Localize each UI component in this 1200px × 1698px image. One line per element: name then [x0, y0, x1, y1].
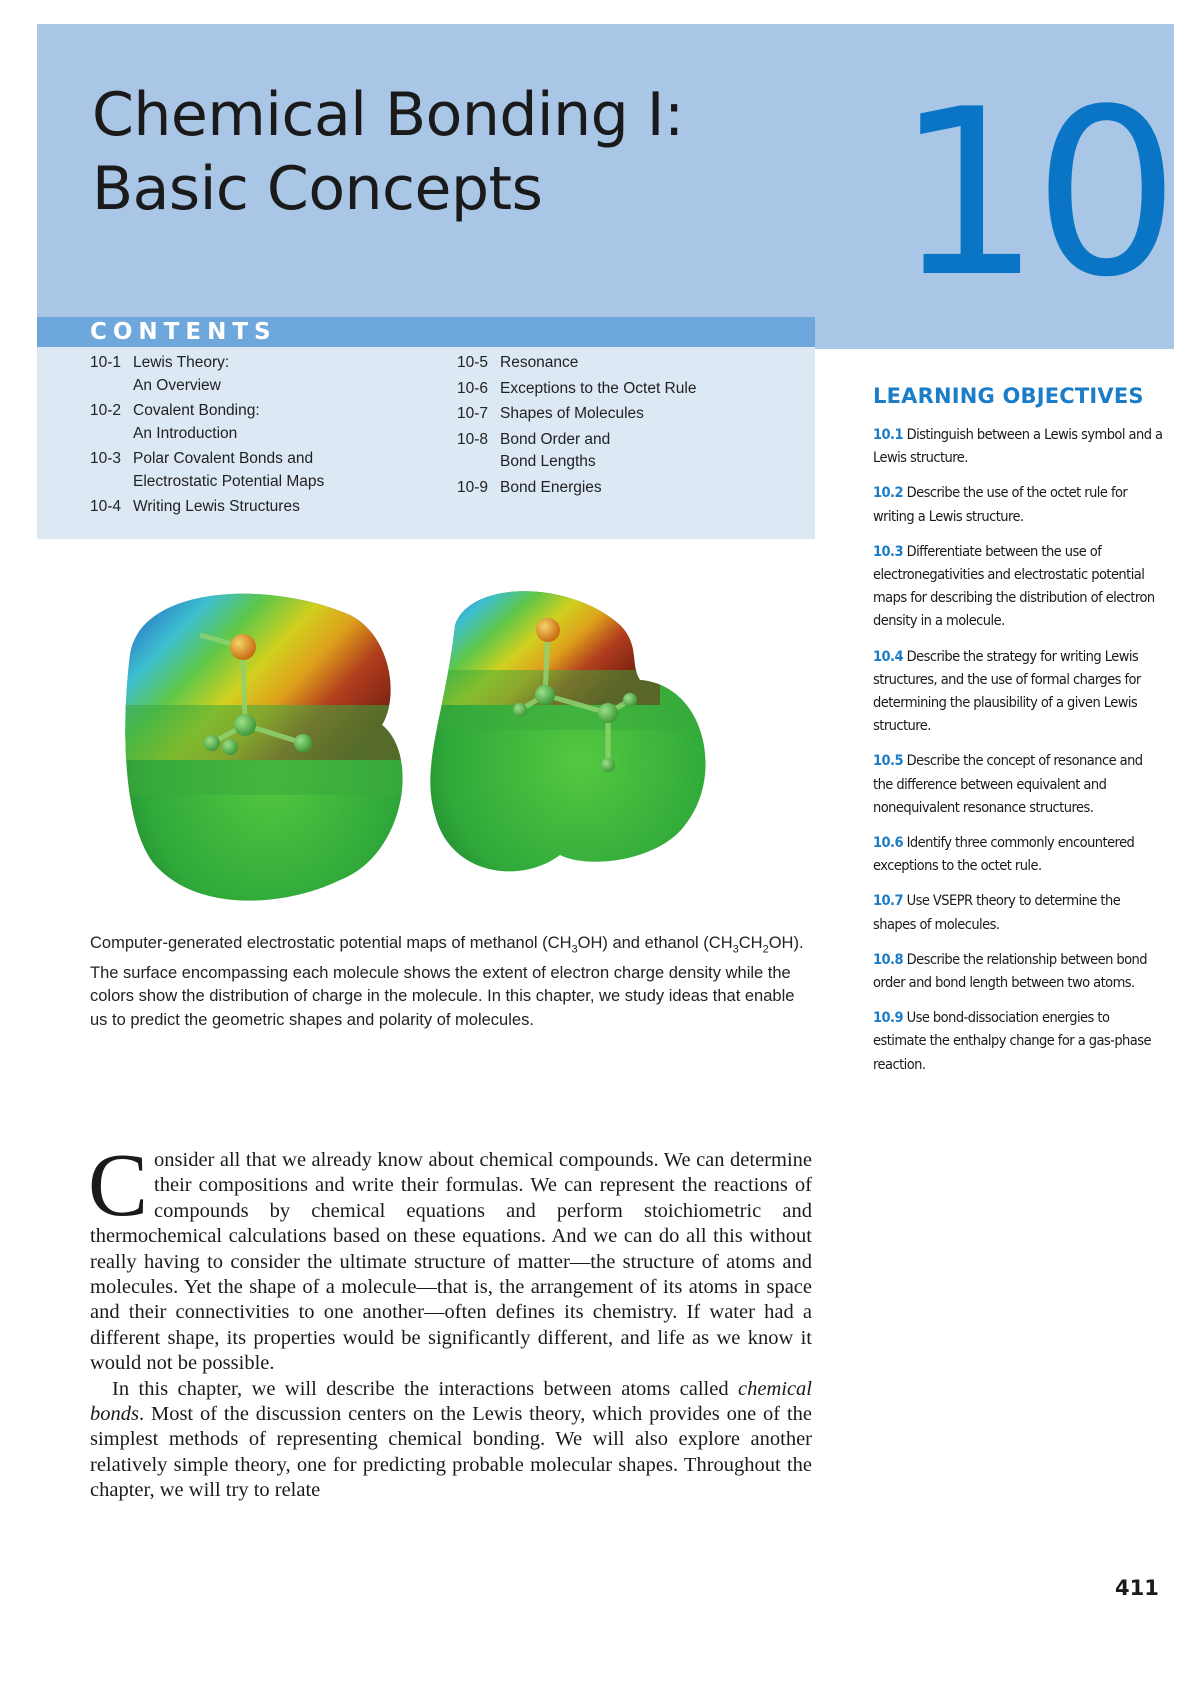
learning-objective — [873, 646, 1163, 739]
objective-number: 10.2 — [873, 485, 904, 502]
chapter-title-line1: Chemical Bonding I: — [92, 80, 684, 150]
toc-number: 10-5 — [457, 354, 489, 371]
electrostatic-potential-maps-figure — [120, 585, 800, 930]
objective-text: Distinguish between a Lewis symbol and a Lewis structure. — [873, 427, 1163, 467]
objective-text: Use bond-dissociation energies to estimate the enthalpy change for a gas-phase reaction. — [873, 1010, 1151, 1073]
objective-number: 10.7 — [873, 893, 904, 910]
caption-text: CH — [738, 934, 763, 952]
objective-number: 10.9 — [873, 1010, 904, 1027]
learning-objective — [873, 1007, 1163, 1077]
toc-item — [457, 378, 797, 401]
hydrogen-atom — [513, 703, 527, 717]
toc-title: Exceptions to the Octet Rule — [500, 379, 697, 397]
toc-item — [90, 400, 420, 445]
toc-number: 10-4 — [90, 498, 122, 515]
hydrogen-atom — [222, 739, 238, 755]
learning-objective — [873, 424, 1163, 470]
hydrogen-atom — [601, 758, 615, 772]
caption-subscript: 2 — [762, 943, 769, 956]
paragraph-text: . Most of the discussion centers on the Lewis theory, which provides one of the simplest methods of representing chemical bonding. We will also explore another relatively simple theory, one for predicting probable molecular shapes. Throughout the chapter, we will try to relate — [90, 1403, 812, 1502]
caption-subscript: 3 — [571, 943, 578, 956]
chapter-title-line2: Basic Concepts — [92, 154, 543, 224]
intro-paragraph-2 — [90, 1377, 812, 1504]
objective-text: Use VSEPR theory to determine the shapes of molecules. — [873, 893, 1121, 933]
learning-objective — [873, 890, 1163, 936]
carbon-atom — [598, 703, 618, 723]
hydrogen-atom — [623, 693, 637, 707]
emphasized-term: chemical bonds — [90, 1377, 812, 1426]
toc-item — [90, 448, 420, 493]
caption-text: Computer-generated electrostatic potential maps of methanol (CH — [90, 934, 572, 952]
paragraph-text: onsider all that we already know about chemical compounds. We can determine their compositions and write their formulas. We can represent the reactions of compounds by chemical equations and perform stoichiometric and thermochemical calculations based on these equations. And we can do all this without really having to consider the ultimate structure of matter—the structure of atoms and molecules. Yet the shape of a molecule—that is, the arrangement of its atoms in space and their connectivities to one another—often defines its chemistry. If water had a different shape, its properties would be significantly different, and life as we know it would not be possible. — [90, 1149, 812, 1375]
toc-title-cont: An Introduction — [133, 424, 238, 442]
caption-subscript: 3 — [732, 943, 739, 956]
toc-number: 10-2 — [90, 402, 122, 419]
toc-title: Lewis Theory: — [133, 354, 230, 371]
objective-text: Describe the strategy for writing Lewis structures, and the use of formal charges for determining the plausibility of a given Lewis structure. — [873, 648, 1141, 735]
drop-cap: C — [88, 1136, 149, 1235]
toc-number: 10-8 — [457, 430, 489, 448]
objective-number: 10.5 — [873, 753, 904, 770]
chapter-intro-text — [88, 1136, 812, 1504]
toc-item — [457, 403, 797, 426]
learning-objectives-list — [873, 424, 1163, 1089]
toc-title: Shapes of Molecules — [500, 405, 644, 422]
toc-item — [457, 352, 797, 375]
learning-objective — [873, 832, 1163, 878]
toc-number: 10-1 — [90, 354, 122, 371]
intro-paragraph-1 — [88, 1136, 812, 1377]
oxygen-atom — [230, 634, 256, 660]
toc-title: Writing Lewis Structures — [133, 498, 300, 515]
caption-text: OH) and ethanol (CH — [577, 934, 733, 952]
objective-number: 10.4 — [873, 648, 904, 665]
toc-item — [90, 352, 420, 397]
learning-objectives-heading: LEARNING OBJECTIVES — [873, 384, 1144, 408]
toc-column-right — [457, 352, 797, 502]
objective-number: 10.8 — [873, 951, 904, 968]
objective-text: Identify three commonly encountered exceptions to the octet rule. — [873, 835, 1135, 875]
objective-text: Describe the use of the octet rule for writing a Lewis structure. — [873, 485, 1128, 525]
toc-item — [90, 496, 420, 519]
oxygen-atom — [536, 618, 560, 642]
objective-number: 10.3 — [873, 543, 904, 560]
toc-title: Bond Order and — [500, 430, 611, 448]
toc-number: 10-9 — [457, 478, 489, 496]
figure-caption — [90, 932, 810, 1032]
methanol-surface — [120, 585, 420, 925]
toc-item — [457, 477, 797, 500]
objective-text: Describe the concept of resonance and the difference between equivalent and nonequivalent resonance structures. — [873, 753, 1143, 816]
toc-number: 10-6 — [457, 379, 489, 397]
toc-column-left — [90, 352, 420, 522]
caption-text: OH). The surface encompassing each molecule shows the extent of electron charge density while the colors show the distribution of charge in the molecule. In this chapter, we study ideas that enable us to predict the geometric shapes and polarity of molecules. — [90, 934, 804, 1029]
page-number: 411 — [1115, 1576, 1159, 1600]
chapter-number: 10 — [895, 61, 1172, 328]
paragraph-text: In this chapter, we will describe the interactions between atoms called — [112, 1377, 738, 1400]
contents-heading: CONTENTS — [90, 319, 277, 345]
ethanol-surface — [420, 585, 740, 905]
objective-number: 10.6 — [873, 835, 904, 852]
toc-number: 10-3 — [90, 450, 122, 467]
toc-title-cont: Bond Lengths — [500, 453, 596, 470]
carbon-atom — [535, 685, 555, 705]
learning-objective — [873, 750, 1163, 820]
objective-text: Differentiate between the use of electronegativities and electrostatic potential maps for describing the distribution of electron density in a molecule. — [873, 543, 1155, 630]
learning-objective — [873, 541, 1163, 634]
toc-title: Polar Covalent Bonds and — [133, 450, 314, 467]
toc-title-cont: Electrostatic Potential Maps — [133, 472, 325, 490]
learning-objective — [873, 949, 1163, 995]
toc-title: Resonance — [500, 354, 579, 371]
carbon-atom — [234, 714, 256, 736]
hydrogen-atom — [294, 734, 312, 752]
toc-number: 10-7 — [457, 405, 489, 422]
toc-item — [457, 429, 797, 474]
objective-text: Describe the relationship between bond order and bond length between two atoms. — [873, 951, 1148, 992]
toc-title: Covalent Bonding: — [133, 402, 260, 419]
learning-objective — [873, 482, 1163, 528]
toc-title: Bond Energies — [500, 478, 602, 496]
objective-number: 10.1 — [873, 427, 904, 443]
chapter-title — [92, 78, 684, 226]
toc-title-cont: An Overview — [133, 376, 221, 394]
hydrogen-atom — [204, 735, 220, 751]
